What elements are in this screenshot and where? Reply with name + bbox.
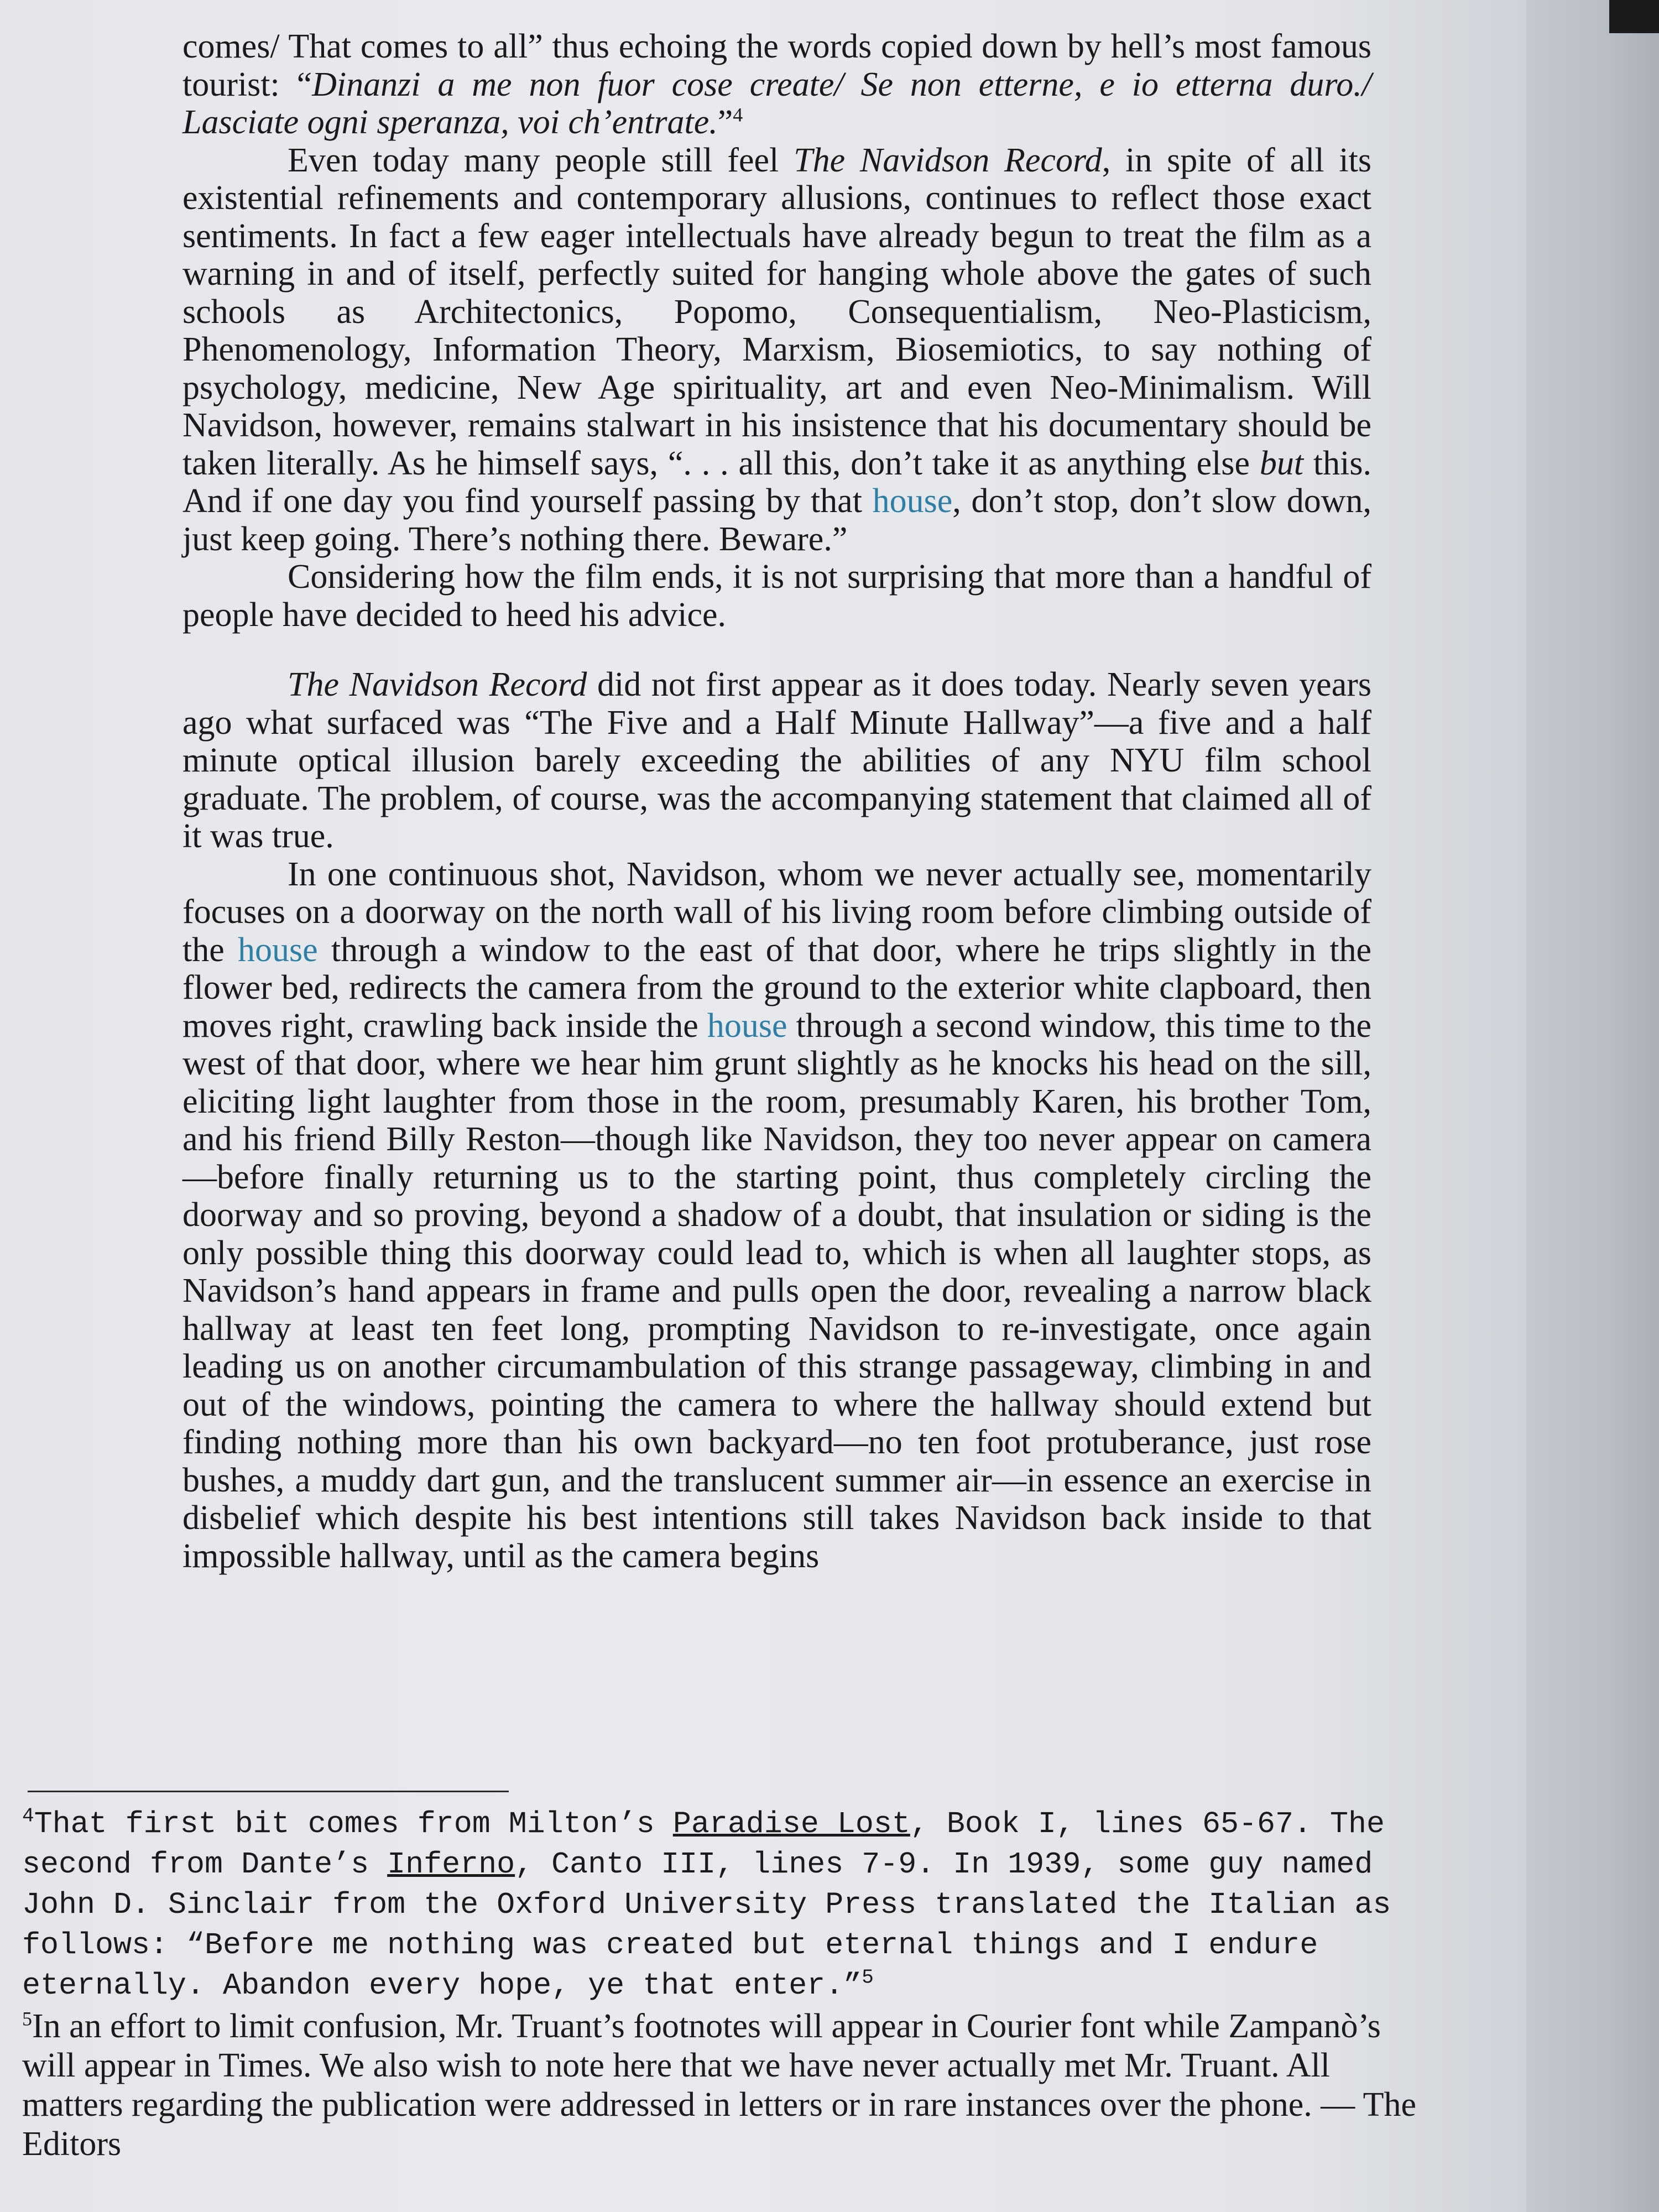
work-title: Inferno: [387, 1847, 515, 1882]
footnote-divider: [28, 1791, 509, 1792]
text-run: , don’t stop, don’t slow down, just keep going. There’s nothing there. Beware.”: [182, 482, 1371, 558]
footnote-ref-5: 5: [862, 1966, 874, 1989]
text-run: In an effort to limit confusion, Mr. Truant’s footnotes will appear in Courier font while Zampanò’s will appear in Times. We also wish to note here that we have never actually met Mr. Truant. All matters regarding the publication were addressed in letters or in rare instances over the phone. — The Editors: [22, 2007, 1417, 2163]
text-run: That first bit comes from Milton’s: [34, 1807, 673, 1841]
background-corner: [1609, 0, 1659, 33]
footnote-number: 4: [22, 1804, 34, 1828]
house-word: house: [872, 482, 953, 520]
text-run: this. And if one day you find yourself passing by that: [182, 444, 1371, 520]
house-word: house: [237, 931, 318, 969]
paragraph-5: [182, 855, 1371, 1575]
text-run: , Canto III, lines 7-9. In 1939, some guy named John D. Sinclair from the Oxford University Press translated the Italian as follows: “Before me nothing was created but eternal things and I endure eternally. Abandon every hope, ye that enter.”: [22, 1847, 1391, 2003]
paragraph-2: [182, 142, 1371, 559]
text-run: comes/ That comes to all” thus echoing the words copied down by hell’s most famous tourist: “: [182, 28, 1371, 103]
italic-word: but: [1259, 444, 1304, 482]
text-run: through a window to the east of that door, where he trips slightly in the flower bed, redirects the camera from the ground to the exterior white clapboard, then moves right, crawling back inside the: [182, 931, 1371, 1045]
footnotes: [22, 1804, 1438, 2164]
page-edge: [1526, 0, 1659, 2212]
text-run: , Book I, lines 65-67. The second from Dante’s: [22, 1807, 1385, 1882]
paragraph-1: [182, 28, 1371, 142]
text-run: through a second window, this time to the west of that door, where we hear him grunt slightly as he knocks his head on the sill, eliciting light laughter from those in the room, presumably Karen, his brother Tom, and his friend Billy Reston—though like Navidson, they too never appear on camera—before finally returning us to the starting point, thus completely circling the doorway and so proving, beyond a shadow of a doubt, that insulation or siding is the only possible thing this doorway could lead to, which is when all laughter stops, as Navidson’s hand appears in frame and pulls open the door, revealing a narrow black hallway at least ten feet long, prompting Navidson to re-investigate, once again leading us on another circumambulation of this strange passageway, climbing in and out of the windows, pointing the camera to where the hallway should extend but finding nothing more than his own backyard—no ten foot protuberance, just rose bushes, a muddy dart gun, and the translucent summer air—in essence an exercise in disbelief which despite his best intentions still takes Navidson back inside to that impossible hallway, until as the camera begins: [182, 1006, 1371, 1575]
film-title: The Navidson Record: [288, 666, 587, 703]
paragraph-4: [182, 666, 1371, 855]
footnote-4: [22, 1804, 1427, 2006]
footnote-number: 5: [22, 2007, 32, 2030]
film-title: The Navidson Record: [794, 141, 1102, 179]
footnote-ref-4: 4: [733, 103, 743, 126]
main-text: [182, 28, 1371, 1575]
italic-quote: Dinanzi a me non fuor cose create/ Se non etterne, e io etterna duro./ Lasciate ogni speranza, voi ch’entrate.: [182, 65, 1371, 141]
text-run: In one continuous shot, Navidson, whom we never actually see, momentarily focuses on a doorway on the north wall of his living room before climbing outside of the: [182, 855, 1371, 969]
paragraph-3: Considering how the film ends, it is not surprising that more than a handful of people have decided to heed his advice.: [182, 558, 1371, 634]
footnote-5: [22, 2007, 1427, 2164]
text-run: Even today many people still feel: [288, 141, 794, 179]
text-run: , in spite of all its existential refinements and contemporary allusions, continues to reflect those exact sentiments. In fact a few eager intellectuals have already begun to treat the film as a warning in and of itself, perfectly suited for hanging whole above the gates of such schools as Architectonics, Popomo, Consequentialism, Neo-Plasticism, Phenomenology, Information Theory, Marxism, Biosemiotics, to say nothing of psychology, medicine, New Age spirituality, art and even Neo-Minimalism. Will Navidson, however, remains stalwart in his insistence that his documentary should be taken literally. As he himself says, “. . . all this, don’t take it as anything else: [182, 141, 1371, 482]
text-run: did not first appear as it does today. Nearly seven years ago what surfaced was “The Five and a Half Minute Hallway”—a five and a half minute optical illusion barely exceeding the abilities of any NYU film school graduate. The problem, of course, was the accompanying statement that claimed all of it was true.: [182, 666, 1371, 855]
work-title: Paradise Lost: [672, 1807, 910, 1841]
house-word: house: [707, 1006, 787, 1045]
text-run: ”: [717, 103, 733, 141]
